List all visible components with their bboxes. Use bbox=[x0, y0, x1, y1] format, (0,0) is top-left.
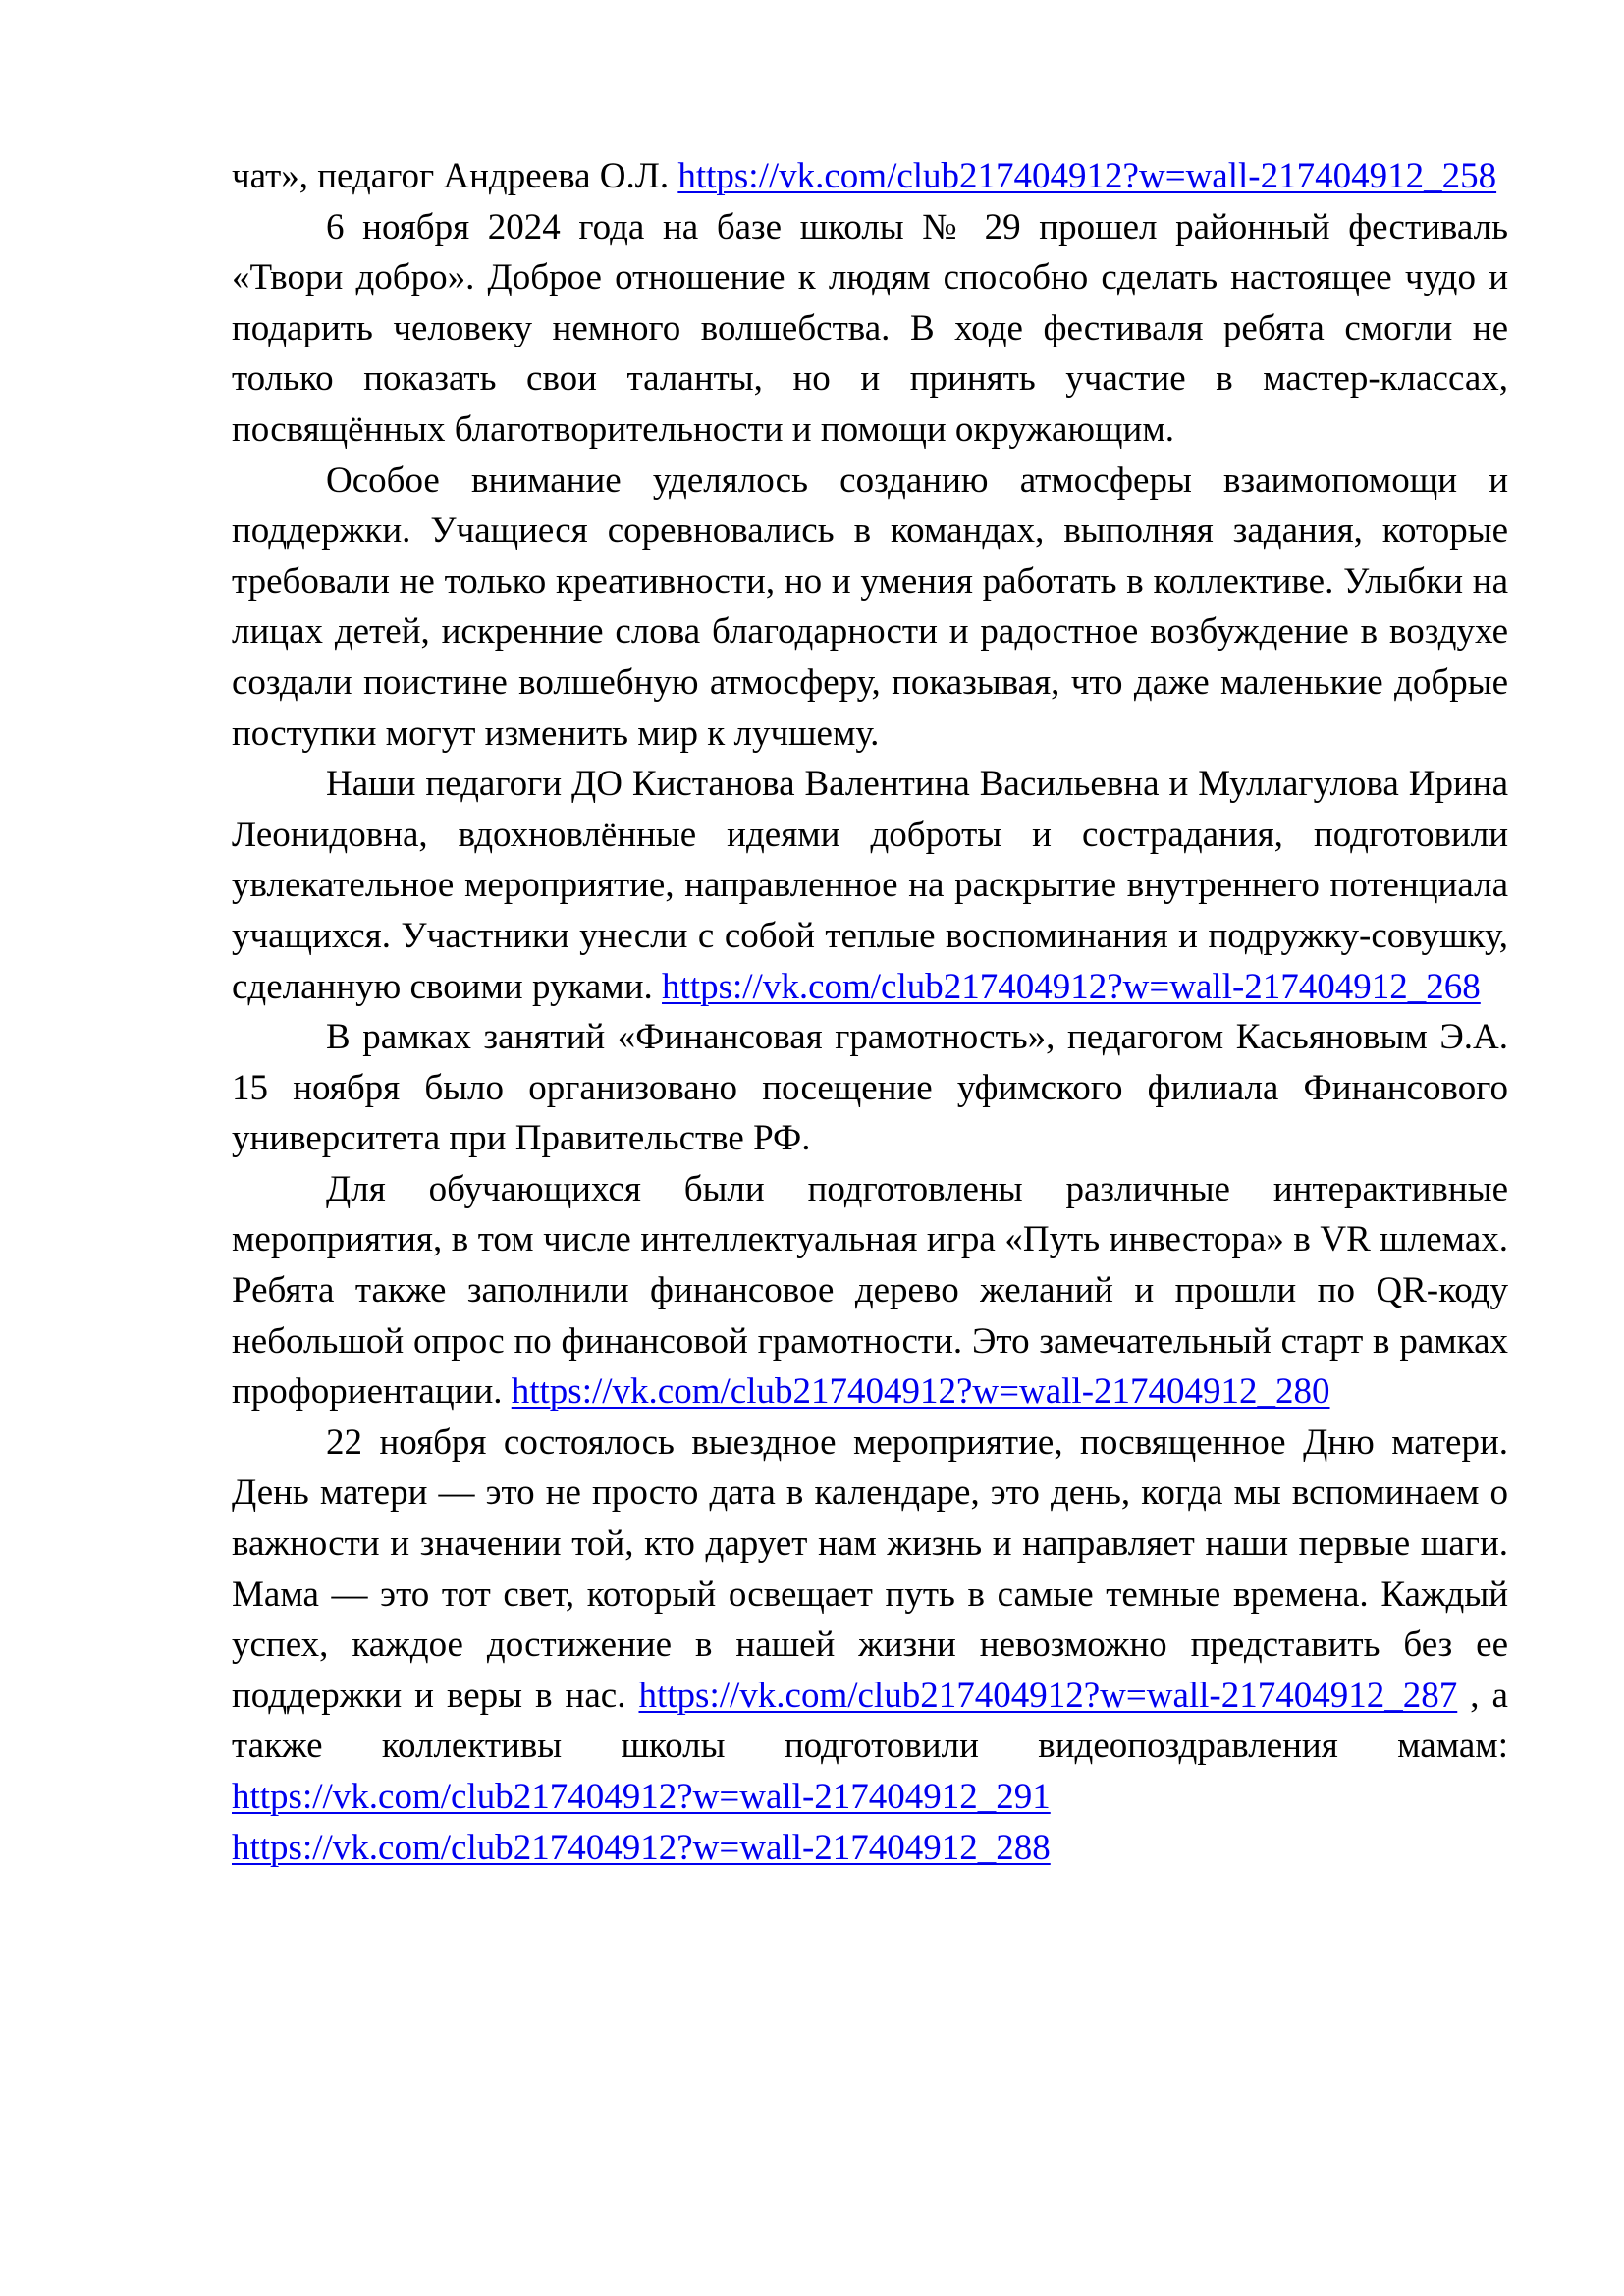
paragraph-festival bbox=[232, 202, 1508, 455]
paragraph-atmosphere bbox=[232, 455, 1508, 760]
vk-link-258[interactable]: https://vk.com/club217404912?w=wall-217404912_258 bbox=[677, 156, 1497, 196]
paragraph-text: чат», педагог Андреева О.Л. bbox=[232, 156, 678, 196]
paragraph-text: Особое внимание уделялось созданию атмосферы взаимопомощи и поддержки. Учащиеся соревновались в командах, выполняя задания, которые требовали не только креативности, но и умения работать в коллективе. Улыбки на лицах детей, искренние слова благодарности и радостное возбуждение в воздухе создали поистине волшебную атмосферу, показывая, что даже маленькие добрые поступки могут изменить мир к лучшему. bbox=[232, 459, 1508, 754]
paragraph-financial-literacy bbox=[232, 1012, 1508, 1164]
paragraph-text: 6 ноября 2024 года на базе школы № 29 прошел районный фестиваль «Твори добро». Доброе отношение к людям способно сделать настоящее чудо и подарить человеку немного волшебства. В ходе фестиваля ребята смогли не только показать свои таланты, но и принять участие в мастер-классах, посвящённых благотворительности и помощи окружающим. bbox=[232, 206, 1508, 450]
vk-link-291[interactable]: https://vk.com/club217404912?w=wall-217404912_291 bbox=[232, 1777, 1051, 1817]
document-page bbox=[232, 151, 1508, 1873]
final-link-line bbox=[232, 1823, 1508, 1874]
paragraph-text: Наши педагоги ДО Кистанова Валентина Васильевна и Муллагулова Ирина Леонидовна, вдохновлённые идеями доброты и сострадания, подготовили увлекательное мероприятие, направленное на раскрытие внутреннего потенциала учащихся. Участники унесли с собой теплые воспоминания и подружку-совушку, сделанную своими руками. bbox=[232, 764, 1508, 1007]
paragraph-vr-game bbox=[232, 1164, 1508, 1417]
vk-link-280[interactable]: https://vk.com/club217404912?w=wall-217404912_280 bbox=[511, 1371, 1330, 1413]
vk-link-288[interactable]: https://vk.com/club217404912?w=wall-217404912_288 bbox=[232, 1827, 1051, 1868]
paragraph-tail-text: , а также коллективы школы подготовили видеопоздравления мамам: bbox=[232, 1675, 1508, 1767]
paragraph-text: 22 ноября состоялось выездное мероприятие, посвященное Дню матери. День матери — это не просто дата в календаре, это день, когда мы вспоминаем о важности и значении той, кто дарует нам жизнь и направляет наши первые шаги. Мама — это тот свет, который освещает путь в самые темные времена. Каждый успех, каждое достижение в нашей жизни невозможно представить без ее поддержки и веры в нас. bbox=[232, 1421, 1508, 1716]
paragraph-teachers bbox=[232, 759, 1508, 1012]
vk-link-268[interactable]: https://vk.com/club217404912?w=wall-217404912_268 bbox=[662, 966, 1481, 1007]
vk-link-287[interactable]: https://vk.com/club217404912?w=wall-217404912_287 bbox=[638, 1675, 1458, 1716]
paragraph-text: В рамках занятий «Финансовая грамотность», педагогом Касьяновым Э.А. 15 ноября было организовано посещение уфимского филиала Финансового университета при Правительстве РФ. bbox=[232, 1017, 1508, 1159]
paragraph-andreeva bbox=[232, 151, 1508, 202]
paragraph-text: Для обучающихся были подготовлены различные интерактивные мероприятия, в том числе интеллектуальная игра «Путь инвестора» в VR шлемах. Ребята также заполнили финансовое дерево желаний и прошли по QR-коду небольшой опрос по финансовой грамотности. Это замечательный старт в рамках профориентации. bbox=[232, 1168, 1508, 1413]
paragraph-mothers-day bbox=[232, 1417, 1508, 1823]
